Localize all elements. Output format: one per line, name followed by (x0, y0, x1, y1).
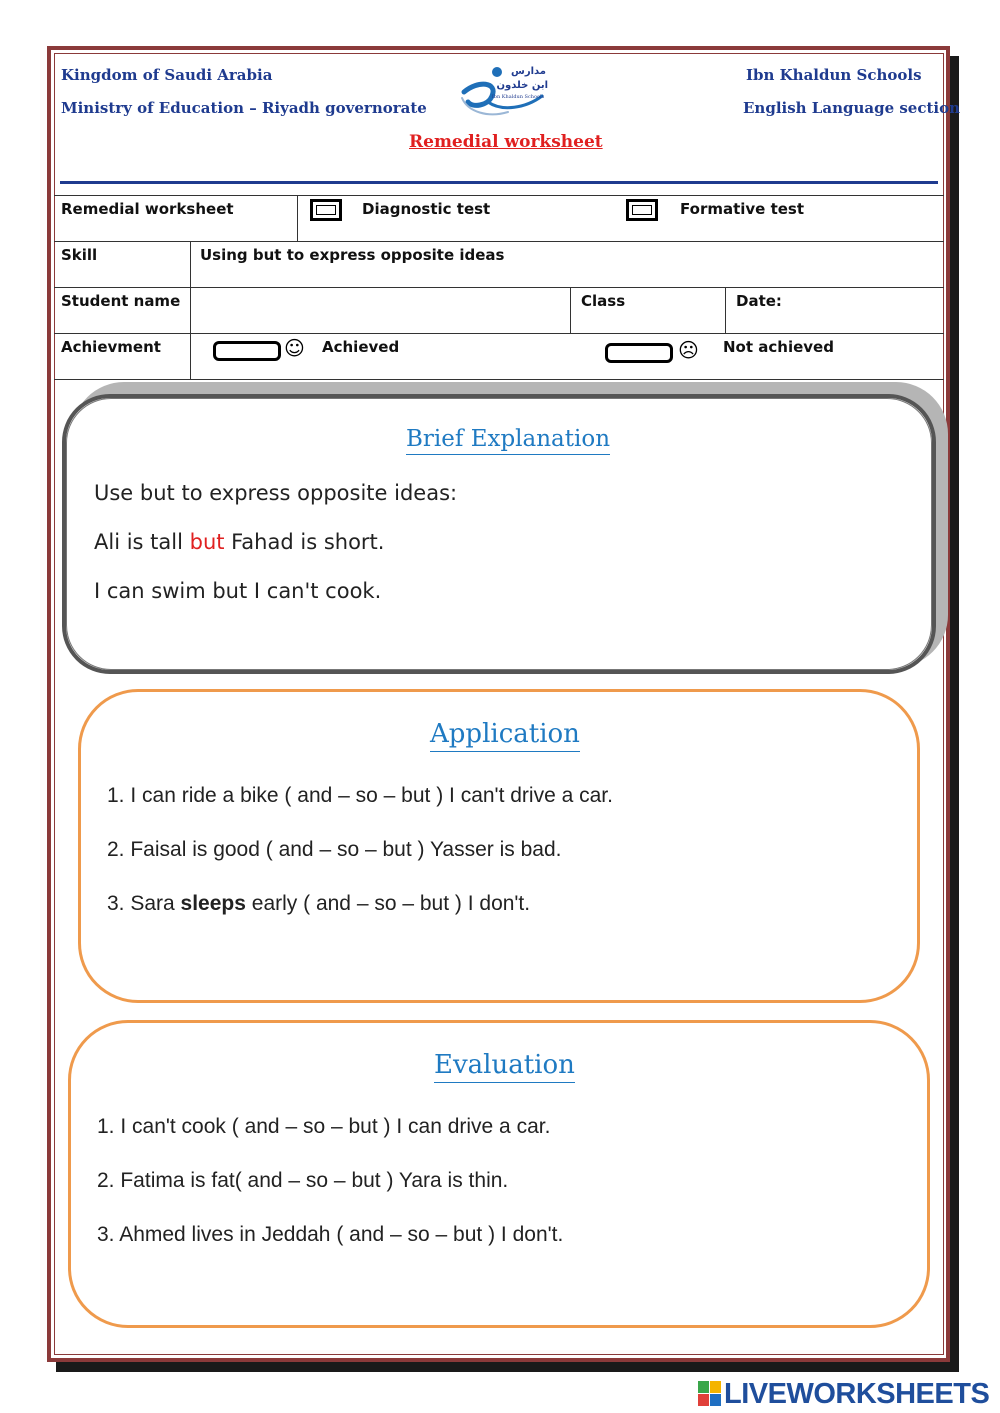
explanation-line-3: I can swim but I can't cook. (94, 579, 382, 603)
diagnostic-checkbox[interactable] (310, 199, 342, 221)
achieved-label: Achieved (322, 338, 400, 356)
achievement-label: Achievment (61, 338, 161, 356)
class-label: Class (581, 292, 626, 310)
explanation-title: Brief Explanation (406, 426, 610, 455)
application-item-1[interactable]: 1. I can ride a bike ( and – so – but ) I can't drive a car. (107, 784, 613, 807)
explanation-highlight-but: but (189, 530, 225, 554)
header-ministry: Ministry of Education – Riyadh governorate (61, 99, 427, 117)
header-country: Kingdom of Saudi Arabia (61, 66, 273, 84)
explanation-line-2 (94, 530, 384, 554)
date-label: Date: (736, 292, 782, 310)
achieved-checkbox[interactable] (213, 341, 281, 361)
header-school: Ibn Khaldun Schools (746, 66, 922, 84)
explanation-line-1: Use but to express opposite ideas: (94, 481, 458, 505)
school-logo (458, 62, 550, 120)
type-remedial-label: Remedial worksheet (61, 200, 234, 218)
formative-checkbox[interactable] (626, 199, 658, 221)
student-name-field[interactable] (192, 288, 568, 332)
student-name-label: Student name (61, 292, 181, 310)
frown-icon: ☹ (678, 338, 699, 362)
header-section: English Language section (743, 99, 960, 117)
evaluation-item-3[interactable]: 3. Ahmed lives in Jeddah ( and – so – but ) I don't. (97, 1223, 564, 1246)
logo-arabic-1: مدارس (511, 66, 546, 77)
not-achieved-checkbox[interactable] (605, 343, 673, 363)
header-divider (60, 181, 938, 184)
type-diagnostic-label: Diagnostic test (362, 200, 491, 218)
liveworksheets-icon (698, 1381, 722, 1407)
page-title: Remedial worksheet (409, 132, 603, 152)
logo-arabic-2: ابن خلدون (496, 80, 548, 91)
evaluation-title: Evaluation (434, 1050, 575, 1083)
skill-label: Skill (61, 246, 98, 264)
not-achieved-label: Not achieved (723, 338, 834, 356)
explanation-line-2-end: Fahad is short. (224, 530, 385, 554)
application-item-2[interactable]: 2. Faisal is good ( and – so – but ) Yasser is bad. (107, 838, 562, 861)
application-item-3[interactable] (107, 892, 530, 916)
application-title: Application (430, 719, 580, 752)
smile-icon: ☺ (284, 336, 305, 360)
application-item-3-end: early ( and – so – but ) I don't. (245, 892, 531, 915)
logo-english: Ibn Khaldun Schools (491, 94, 545, 100)
type-formative-label: Formative test (680, 200, 805, 218)
skill-value: Using but to express opposite ideas (200, 246, 505, 264)
application-item-3-start: 3. Sara (107, 892, 181, 915)
liveworksheets-text: LIVEWORKSHEETS (724, 1378, 990, 1410)
explanation-line-2-start: Ali is tall (94, 530, 190, 554)
evaluation-item-1[interactable]: 1. I can't cook ( and – so – but ) I can drive a car. (97, 1115, 551, 1138)
application-item-3-bold: sleeps (180, 892, 246, 915)
evaluation-item-2[interactable]: 2. Fatima is fat( and – so – but ) Yara is thin. (97, 1169, 509, 1192)
